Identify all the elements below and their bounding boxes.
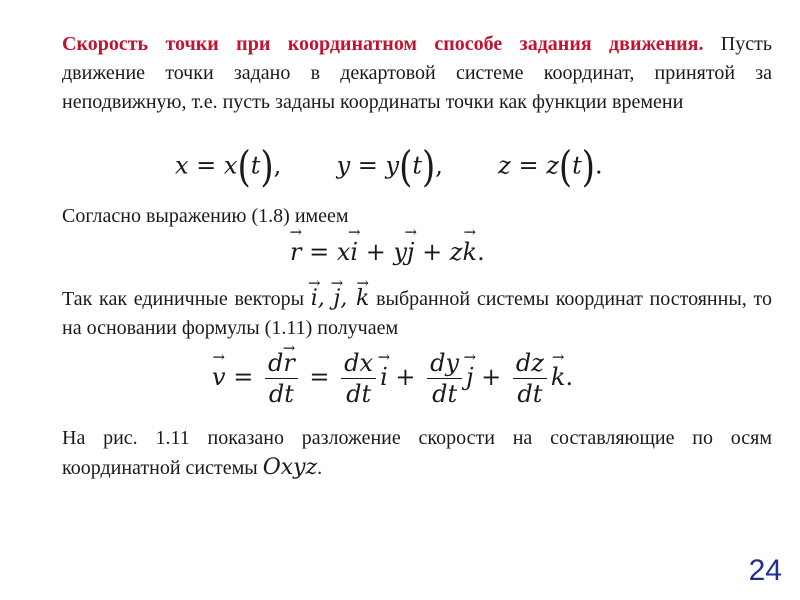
equation-radius-vector: r → = xi → + yj → + zk →. [290,238,485,266]
unit-vectors: i →, j →, k → [311,286,370,311]
paragraph-3-start: Так как единичные векторы [62,288,305,310]
equation-velocity: v → = $\frac{dr \to}{dt}$ = $\frac{dx}{dt}$ i → + $\frac{dy}{dt}$ j → + $\frac{dz}{dt}$ k →. [212,348,573,409]
intro-paragraph [62,30,772,117]
paragraph-4-text: На рис. 1.11 показано разложение скорости на составляющие по осям координатной системы [62,427,772,479]
section-heading: Скорость точки при координатном способе задания движения. [62,33,704,55]
paragraph-2-text: Согласно выражению (1.8) имеем [62,205,349,227]
paragraph-3-end: выбранной системы координат постоянны, то на основании формулы (1.11) получаем [62,288,772,339]
equation-coordinates: x = x(t), y = y(t), z = z(t). [175,142,603,192]
page-number: 24 [748,554,782,587]
coordinate-system-label: Oxyz [262,455,318,480]
paragraph-3 [62,284,772,343]
intro-text: Пусть движение точки задано в декартовой системе координат, принятой за неподвижную, т.е. пусть заданы координаты точки как функции времени [62,33,772,113]
paragraph-4: На рис. 1.11 показано разложение скорости на составляющие по осям координатной системы Oxyz. [62,427,772,480]
